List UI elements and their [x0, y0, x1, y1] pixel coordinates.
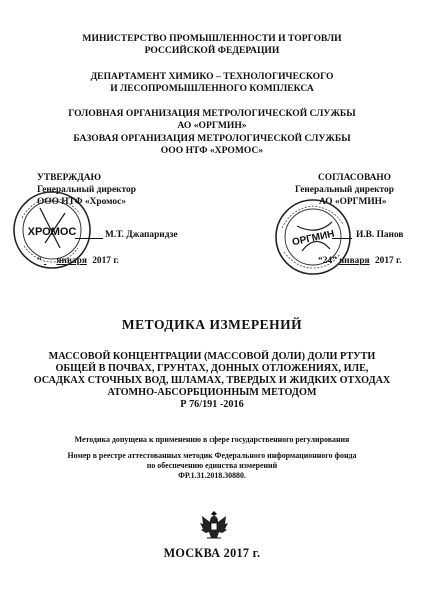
ministry-line-1: МИНИСТЕРСТВО ПРОМЫШЛЕННОСТИ И ТОРГОВЛИ — [82, 33, 342, 44]
agree-date-year: 2017 г. — [374, 256, 402, 266]
registry-note-line-1: Номер в реестре аттестованных методик Федерального информационного фонда — [67, 451, 357, 460]
approve-date-month: января — [56, 256, 87, 266]
head-org-line-1: ГОЛОВНАЯ ОРГАНИЗАЦИЯ МЕТРОЛОГИЧЕСКОЙ СЛУЖБЫ — [68, 108, 356, 119]
subtitle-line-4: АТОМНО-АБСОРБЦИОННЫМ МЕТОДОМ — [107, 387, 317, 398]
registry-number: ФР.1.31.2018.30880. — [178, 471, 246, 480]
agree-stamp-label: ОРГМИН — [291, 228, 336, 249]
approve-stamp-label: ХРОМОС — [27, 226, 77, 238]
approve-date-year: 2017 г. — [92, 256, 119, 266]
agree-title: СОГЛАСОВАНО — [318, 173, 391, 183]
approve-title: УТВЕРЖДАЮ — [37, 173, 102, 183]
eagle-emblem-icon — [199, 508, 229, 542]
department-line-2: И ЛЕСОПРОМЫШЛЕННОГО КОМПЛЕКСА — [110, 83, 314, 94]
base-org-line-2: ООО НТФ «ХРОМОС» — [160, 145, 264, 156]
base-org-line-1: БАЗОВАЯ ОРГАНИЗАЦИЯ МЕТРОЛОГИЧЕСКОЙ СЛУЖБЫ — [73, 133, 351, 144]
subtitle-line-2: ОБЩЕЙ В ПОЧВАХ, ГРУНТАХ, ДОННЫХ ОТЛОЖЕНИЯХ, ИЛЕ, — [55, 363, 369, 374]
agree-date-day: “24” — [318, 256, 337, 266]
approve-org: ООО НТФ «Хромос» — [37, 197, 126, 207]
agree-signer-name: И.В. Панов — [356, 230, 404, 240]
document-title: МЕТОДИКА ИЗМЕРЕНИЙ — [121, 317, 303, 332]
head-org-line-2: АО «ОРГМИН» — [177, 120, 247, 131]
agree-date-month: января — [339, 256, 370, 266]
subtitle-line-1: МАССОВОЙ КОНЦЕНТРАЦИИ (МАССОВОЙ ДОЛИ) ДОЛИ РТУТИ — [48, 351, 376, 362]
ministry-line-2: РОССИЙСКОЙ ФЕДЕРАЦИИ — [144, 45, 280, 56]
agree-org: АО «ОРГМИН» — [319, 197, 387, 207]
approve-stamp-seal — [10, 188, 94, 272]
approval-note: Методика допущена к применению в сфере государственного регулирования — [74, 435, 350, 444]
city-year: МОСКВА 2017 г. — [163, 546, 261, 560]
subtitle-line-3: ОСАДКАХ СТОЧНЫХ ВОД, ШЛАМАХ, ТВЕРДЫХ И ЖИДКИХ ОТХОДАХ — [33, 375, 391, 386]
department-line-1: ДЕПАРТАМЕНТ ХИМИКО – ТЕХНОЛОГИЧЕСКОГО — [90, 71, 334, 82]
document-code: Р 76/191 -2016 — [180, 399, 244, 410]
agree-stamp-seal — [272, 196, 354, 278]
approve-date-day: “ — [37, 256, 42, 266]
registry-note-line-2: по обеспечению единства измерений — [146, 461, 278, 470]
approve-position: Генеральный директор — [37, 185, 136, 195]
agree-position: Генеральный директор — [295, 185, 394, 195]
approve-signer-name: М.Т. Джапаридзе — [105, 230, 178, 240]
